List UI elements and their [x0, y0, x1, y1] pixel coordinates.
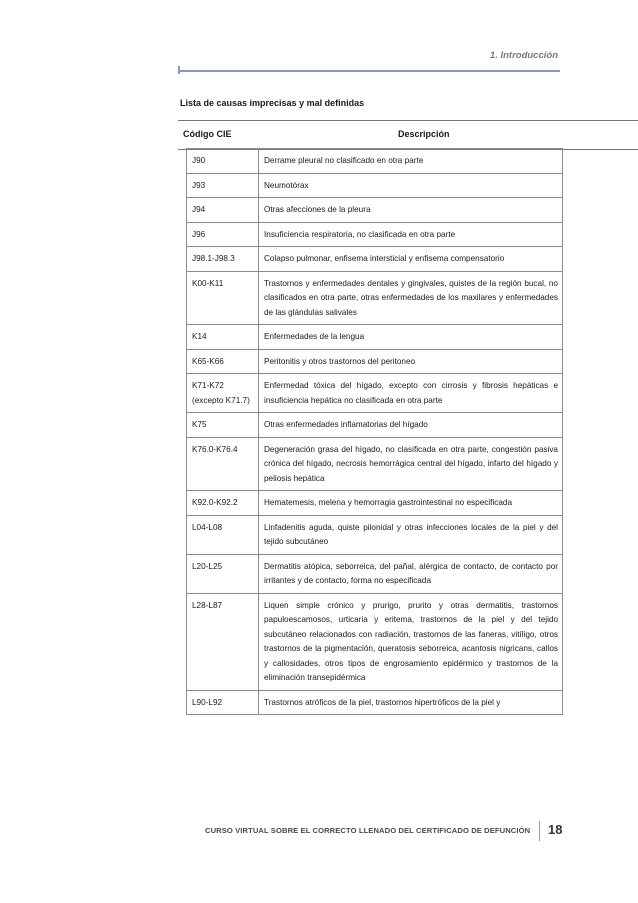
table-row	[187, 198, 563, 223]
cie-code-cell: K76.0-K76.4	[187, 437, 259, 491]
description-cell: Dermatitis atópica, seborreica, del pañal, alérgica de contacto, de contacto por irritantes y de contacto, forma no especificada	[259, 554, 563, 593]
cie-code-cell: J93	[187, 173, 259, 198]
column-header-description: Descripción	[398, 129, 450, 139]
table-row	[187, 437, 563, 491]
table-row	[187, 515, 563, 554]
footer-course-title: CURSO VIRTUAL SOBRE EL CORRECTO LLENADO DEL CERTIFICADO DE DEFUNCIÓN	[205, 826, 531, 835]
cie-code-cell: L04-L08	[187, 515, 259, 554]
table-row	[187, 593, 563, 690]
cie-code-cell: L28-L87	[187, 593, 259, 690]
description-cell: Degeneración grasa del hígado, no clasificada en otra parte, congestión pasiva crónica del hígado, necrosis hemorrágica central del hígado, infarto del hígado y peliosis hepática	[259, 437, 563, 491]
description-cell: Peritonitis y otros trastornos del peritoneo	[259, 349, 563, 374]
footer-separator	[539, 821, 540, 841]
header-rule	[178, 70, 560, 72]
table-row	[187, 491, 563, 516]
page-number: 18	[548, 822, 563, 837]
table-row	[187, 690, 563, 715]
cie-code-cell: K71-K72 (excepto K71.7)	[187, 374, 259, 413]
section-header: 1. Introducción	[489, 50, 558, 61]
cie-code-cell: J90	[187, 149, 259, 174]
cie-code-cell: K75	[187, 413, 259, 438]
description-cell: Hematemesis, melena y hemorragia gastrointestinal no especificada	[259, 491, 563, 516]
table-row	[187, 374, 563, 413]
description-cell: Enfermedad tóxica del hígado, excepto con cirrosis y fibrosis hepáticas e insuficiencia hepática no clasificada en otra parte	[259, 374, 563, 413]
description-cell: Colapso pulmonar, enfisema intersticial y enfisema compensatorio	[259, 247, 563, 272]
column-header-code: Código CIE	[183, 129, 232, 139]
cie-code-cell: J94	[187, 198, 259, 223]
description-cell: Enfermedades de la lengua	[259, 325, 563, 350]
cie-code-cell: K65-K66	[187, 349, 259, 374]
table-row	[187, 325, 563, 350]
description-cell: Derrame pleural no clasificado en otra parte	[259, 149, 563, 174]
cie-code-cell: K92.0-K92.2	[187, 491, 259, 516]
causes-table-body	[187, 149, 563, 715]
table-row	[187, 413, 563, 438]
list-title: Lista de causas imprecisas y mal definidas	[180, 98, 365, 108]
table-row	[187, 247, 563, 272]
table-row	[187, 271, 563, 325]
description-cell: Trastornos atróficos de la piel, trastornos hipertróficos de la piel y	[259, 690, 563, 715]
description-cell: Neumotórax	[259, 173, 563, 198]
description-cell: Otras afecciones de la pleura	[259, 198, 563, 223]
description-cell: Linfadenitis aguda, quiste pilonidal y otras infecciones locales de la piel y del tejido subcutáneo	[259, 515, 563, 554]
table-row	[187, 554, 563, 593]
description-cell: Liquen simple crónico y prurigo, prurito y otras dermatitis, trastornos papuloescamosos, urticaria y eritema, trastornos de la piel y del tejido subcutáneo relacionados con radiación, trastornos de las faneras, vitíligo, otros trastornos de la pigmentación, queratosis seborreica, acantosis nigricans, callos y callosidades, otros tipos de engrosamiento epidérmico y trastornos de la eliminación transepidérmica	[259, 593, 563, 690]
description-cell: Trastornos y enfermedades dentales y gingivales, quistes de la región bucal, no clasificados en otra parte, otras enfermedades de los maxilares y enfermedades de las glándulas salivales	[259, 271, 563, 325]
table-row	[187, 222, 563, 247]
table-row	[187, 349, 563, 374]
description-cell: Insuficiencia respiratoria, no clasificada en otra parte	[259, 222, 563, 247]
cie-code-cell: L20-L25	[187, 554, 259, 593]
table-row	[187, 173, 563, 198]
cie-code-cell: K00-K11	[187, 271, 259, 325]
cie-code-cell: J98.1-J98.3	[187, 247, 259, 272]
table-row	[187, 149, 563, 174]
cie-code-cell: J96	[187, 222, 259, 247]
description-cell: Otras enfermedades inflamatorias del hígado	[259, 413, 563, 438]
table-column-header	[178, 120, 638, 150]
cie-code-cell: K14	[187, 325, 259, 350]
causes-table	[186, 148, 563, 715]
cie-code-cell: L90-L92	[187, 690, 259, 715]
